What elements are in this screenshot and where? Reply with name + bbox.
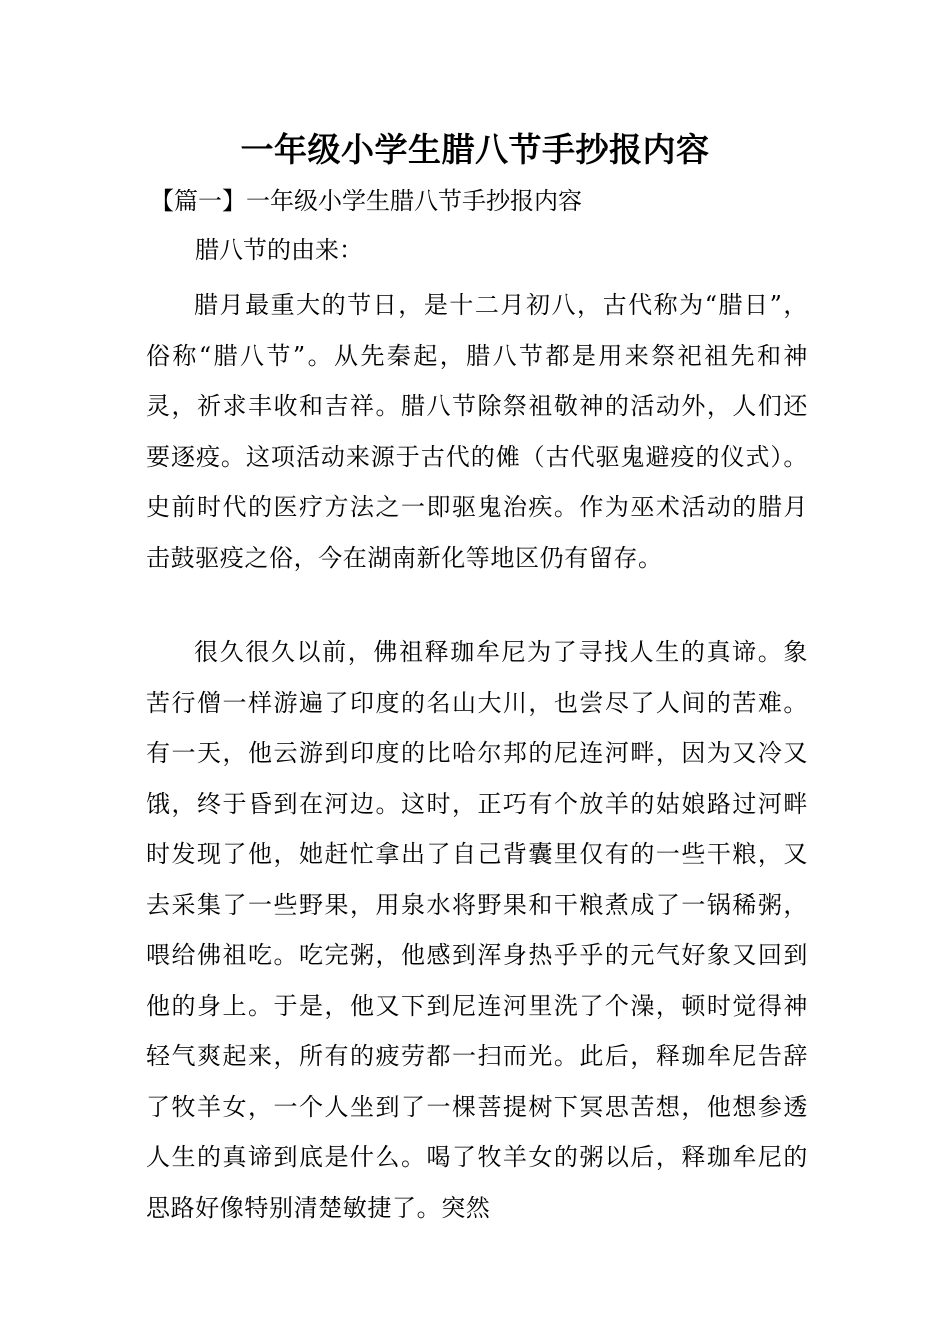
section-heading: 腊八节的由来： [195, 236, 363, 264]
paragraph-legend: 很久很久以前，佛祖释珈牟尼为了寻找人生的真谛。象苦行僧一样游遍了印度的名山大川，也尝尽了人间的苦难。有一天，他云游到印度的比哈尔邦的尼连河畔，因为又冷又饿，终于昏到在河边。这时，正巧有个放羊的姑娘路过河畔时发现了他，她赶忙拿出了自己背囊里仅有的一些干粮，又去采集了一些野果，用泉水将野果和干粮煮成了一锅稀粥，喂给佛祖吃。吃完粥，他感到浑身热乎乎的元气好象又回到他的身上。于是，他又下到尼连河里洗了个澡，顿时觉得神轻气爽起来，所有的疲劳都一扫而光。此后，释珈牟尼告辞了牧羊女，一个人坐到了一棵菩提树下冥思苦想，他想参透人生的真谛到底是什么。喝了牧羊女的粥以后，释珈牟尼的思路好像特别清楚敏捷了。突然 [146, 638, 808, 1222]
document-title: 一年级小学生腊八节手抄报内容 [240, 130, 710, 169]
section-subtitle: 【篇一】一年级小学生腊八节手抄报内容 [150, 187, 582, 215]
paragraph-origin: 腊月最重大的节日，是十二月初八，古代称为“腊日”，俗称“腊八节”。从先秦起，腊八节都是用来祭祀祖先和神灵，祈求丰收和吉祥。腊八节除祭祖敬神的活动外，人们还要逐疫。这项活动来源于古代的傩（古代驱鬼避疫的仪式）。史前时代的医疗方法之一即驱鬼治疾。作为巫术活动的腊月击鼓驱疫之俗，今在湖南新化等地区仍有留存。 [146, 291, 808, 572]
